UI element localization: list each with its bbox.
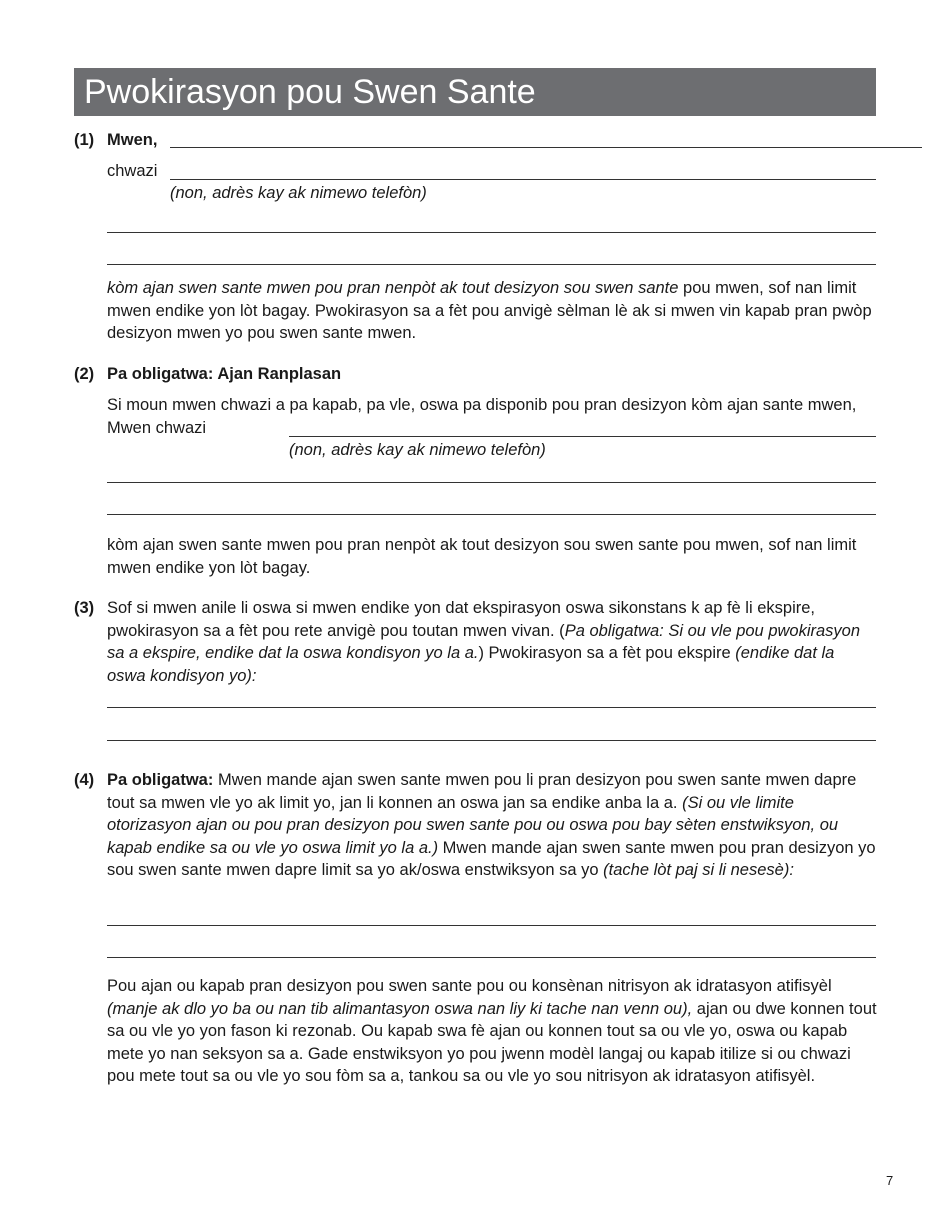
- section-4-number: (4): [74, 771, 95, 789]
- section-2-paragraph: kòm ajan swen sante mwen pou pran nenpòt ak tout desizyon sou swen sante pou mwen, sof nan limit mwen endike yon lòt bagay.: [107, 536, 857, 577]
- section-1-address-line-2[interactable]: [107, 264, 876, 265]
- section-1-paragraph: [107, 277, 877, 345]
- section-4-line-1[interactable]: [107, 925, 876, 926]
- section-3-paragraph: [107, 597, 877, 687]
- section-4-paragraph: [107, 769, 877, 882]
- closing-text-1: Pou ajan ou kapab pran desizyon pou swen sante pou ou konsènan nitrisyon ak idratasyon atifisyèl: [107, 977, 832, 995]
- section-4-bold-label: Pa obligatwa:: [107, 771, 214, 789]
- section-1-agent-line[interactable]: [170, 179, 876, 180]
- section-3-text-1: Sof si mwen anile li oswa si mwen endike yon dat ekspirasyon oswa sikonstans k ap fè li ekspire, pwokirasyon sa a fèt pou rete anvigè pou toutan mwen vivan. (: [107, 599, 816, 640]
- section-3-italic-1: Pa obligatwa: Si ou vle pou pwokirasyon sa a ekspire, endike dat la oswa kondisyon yo la a.: [107, 621, 861, 662]
- closing-italic-1: (manje ak dlo yo ba ou nan tib alimantasyon oswa nan liy ki tache nan venn ou),: [107, 999, 693, 1018]
- section-4-text-2: Mwen mande ajan swen sante mwen pou pran desizyon yo sou swen sante mwen dapre limit sa yo ak/oswa enstwiksyon sa yo: [107, 838, 876, 879]
- section-1-agent-hint: (non, adrès kay ak nimewo telefòn): [170, 184, 427, 202]
- page-number: 7: [886, 1173, 894, 1188]
- section-4-text-1: Mwen mande ajan swen sante mwen pou li pran desizyon pou swen sante mwen dapre tout sa mwen vle yo ak limit yo, jan li konnen an oswa jan sa endike anba la a.: [107, 771, 857, 812]
- section-3-text-2: ) Pwokirasyon sa a fèt pou ekspire: [478, 644, 736, 662]
- section-4-italic-1: (Si ou vle limite otorizasyon ajan ou pou pran desizyon pou swen sante pou ou oswa pou bay sèten enstwiksyon, ou kapab endike sa ou vle yo oswa limit yo la a.): [107, 793, 839, 857]
- section-4-line-2[interactable]: [107, 957, 876, 958]
- section-1-text: pou mwen, sof nan limit mwen endike yon lòt bagay. Pwokirasyon sa a fèt pou anvigè sèlman lè ak si mwen vin kapab pran pwòp desizyon mwen yo pou swen sante mwen.: [107, 279, 872, 342]
- section-1-number: (1): [74, 131, 95, 149]
- section-2-agent-line[interactable]: [289, 436, 876, 437]
- section-3-number: (3): [74, 599, 95, 617]
- section-2-agent-hint: (non, adrès kay ak nimewo telefòn): [289, 441, 546, 459]
- section-2-address-line-1[interactable]: [107, 482, 876, 483]
- section-4-italic-2: (tache lòt paj si li nesesè):: [603, 861, 794, 879]
- section-2-number: (2): [74, 365, 95, 383]
- section-1-address-line-1[interactable]: [107, 232, 876, 233]
- section-1-italic-text: kòm ajan swen sante mwen pou pran nenpòt ak tout desizyon sou swen sante: [107, 279, 679, 297]
- section-2-heading: Pa obligatwa: Ajan Ranplasan: [107, 365, 342, 383]
- closing-text-2: ajan ou dwe konnen tout sa ou vle yo yon fason ki rezonab. Ou kapab swa fè ajan ou konnen tout sa ou vle yo, oswa ou kapab mete yo nan seksyon sa a. Gade enstwiksyon yo pou jwenn modèl langaj ou kapab itilize si ou chwazi pou mete tout sa ou vle yo sou fòm sa a, tankou sa ou vle yo sou nitrisyon ak idratasyon atifisyèl.: [107, 999, 877, 1085]
- section-2-address-line-2[interactable]: [107, 514, 876, 515]
- section-1-mwen-label: Mwen,: [107, 131, 158, 149]
- page-title: Pwokirasyon pou Swen Sante: [74, 68, 876, 116]
- section-3-italic-2: (endike dat la oswa kondisyon yo):: [107, 644, 835, 685]
- section-2-intro: Si moun mwen chwazi a pa kapab, pa vle, oswa pa disponib pou pran desizyon kòm ajan sante mwen, Mwen chwazi: [107, 396, 857, 437]
- closing-paragraph: [107, 975, 877, 1088]
- section-3-line-2[interactable]: [107, 740, 876, 741]
- section-1-chwazi-label: chwazi: [107, 162, 158, 180]
- section-3-line-1[interactable]: [107, 707, 876, 708]
- section-1-name-line[interactable]: [170, 147, 922, 148]
